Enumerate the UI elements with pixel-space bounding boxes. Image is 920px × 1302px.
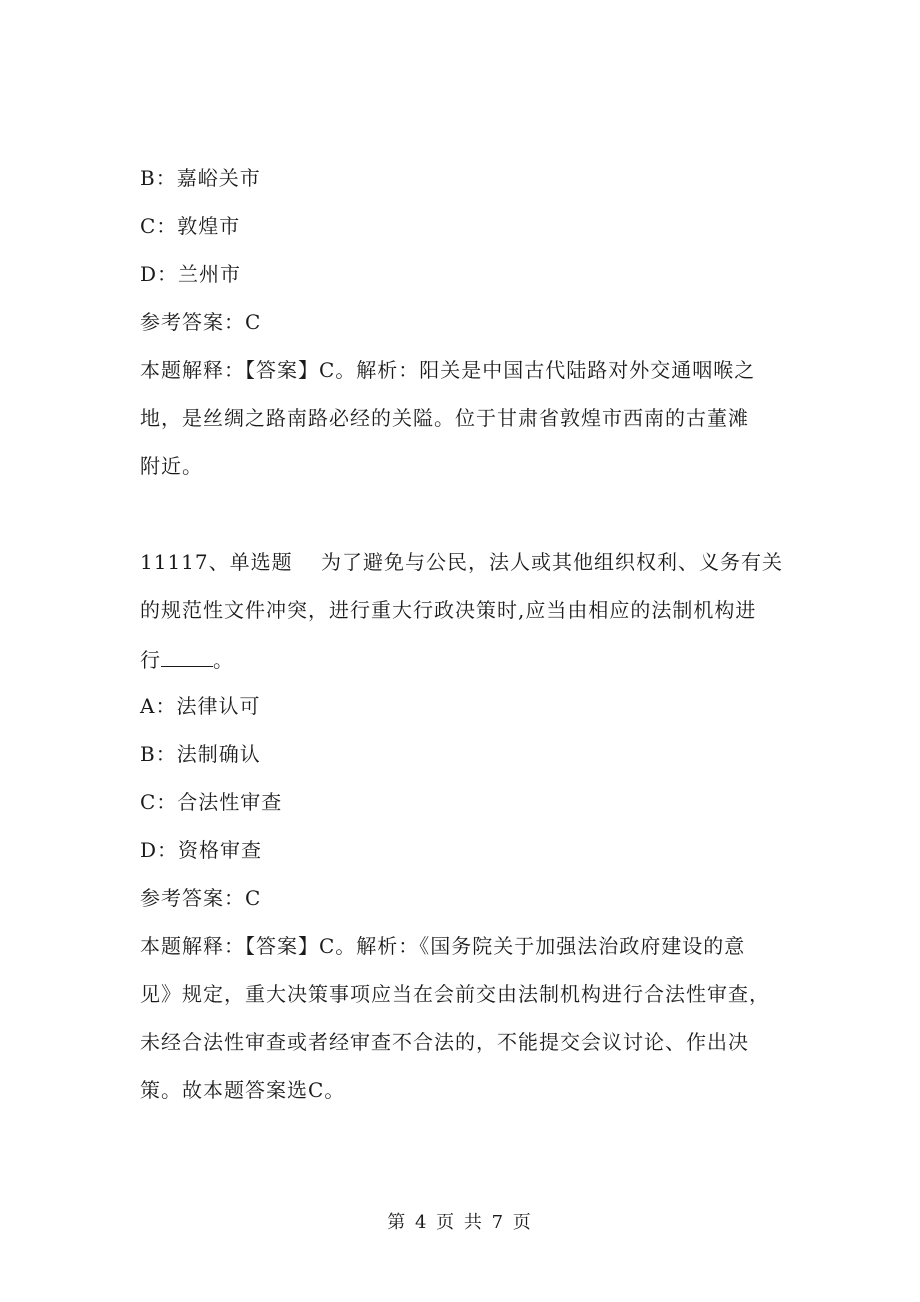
question-separator: [140, 496, 780, 544]
q1-option-c: C：敦煌市: [140, 214, 241, 238]
q1-explanation-line-3: 附近。: [140, 454, 203, 478]
q2-answer: 参考答案：C: [140, 886, 262, 910]
q2-stem-line-3-suffix: 。: [213, 648, 234, 672]
q1-answer: 参考答案：C: [140, 310, 262, 334]
q2-option-d: D：资格审查: [140, 838, 263, 862]
q2-option-c: C：合法性审查: [140, 790, 283, 814]
page-content: [140, 160, 783, 1120]
q2-option-b: B：法制确认: [140, 742, 261, 766]
q2-explanation-line-1: 本题解释：【答案】C。解析：《国务院关于加强法治政府建设的意: [140, 934, 746, 958]
q2-explanation-line-2: 见》规定，重大决策事项应当在会前交由法制机构进行合法性审查，: [140, 982, 770, 1006]
page-number-footer: 第 4 页 共 7 页: [387, 1212, 533, 1233]
q1-option-b: B：嘉峪关市: [140, 166, 261, 190]
q2-explanation-line-4: 策。故本题答案选C。: [140, 1078, 346, 1102]
q1-explanation-line-1: 本题解释：【答案】C。解析：阳关是中国古代陆路对外交通咽喉之: [140, 358, 756, 382]
q2-stem-line-1: 11117、单选题 为了避免与公民，法人或其他组织权利、义务有关: [140, 550, 783, 574]
q1-explanation-line-2: 地，是丝绸之路南路必经的关隘。位于甘肃省敦煌市西南的古董滩: [140, 406, 749, 430]
q2-stem-line-3-prefix: 行: [140, 648, 161, 672]
q2-explanation-line-3: 未经合法性审查或者经审查不合法的，不能提交会议讨论、作出决: [140, 1030, 749, 1054]
q2-stem-line-3: [140, 640, 780, 688]
answer-blank: [161, 640, 213, 667]
q2-stem-line-2: 的规范性文件冲突，进行重大行政决策时,应当由相应的法制机构进: [140, 598, 757, 622]
q1-option-d: D：兰州市: [140, 262, 242, 286]
q2-option-a: A：法律认可: [140, 694, 261, 718]
